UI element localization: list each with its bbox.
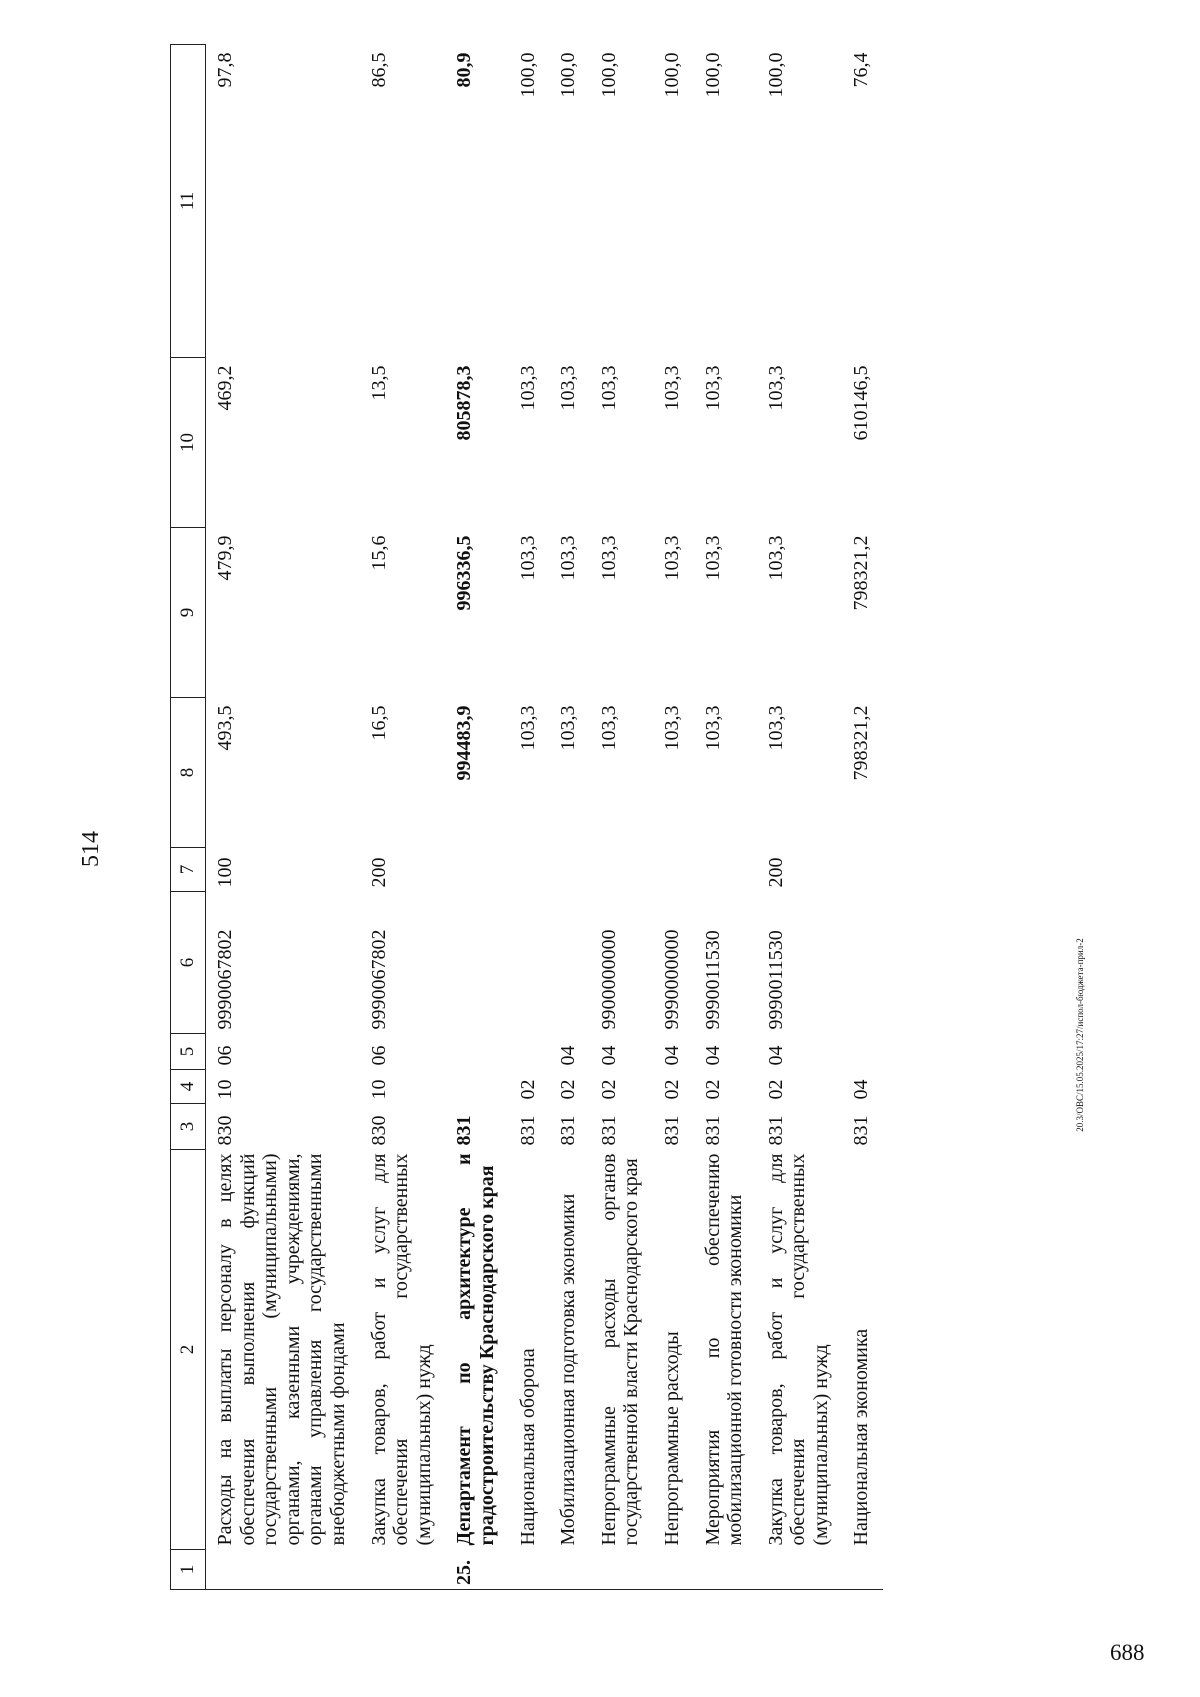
subsection-code bbox=[445, 1034, 508, 1070]
row-name: Департамент по архитектуре и градостроительству Краснодарского края bbox=[453, 1153, 498, 1546]
ministry-code: 831 bbox=[516, 1115, 539, 1146]
table-row bbox=[694, 45, 757, 1590]
row-number bbox=[757, 1550, 843, 1590]
execution-percent: 86,5 bbox=[367, 52, 390, 88]
target-item-code bbox=[842, 892, 883, 1034]
approved-amount: 103,3 bbox=[701, 705, 724, 751]
expense-type-code bbox=[509, 848, 550, 892]
footer-document-code: 20.3/ОВС/15.05.2025/17:27/испол-бюджета-прил-2 bbox=[1075, 938, 1085, 1132]
expense-type-code: 100 bbox=[214, 857, 236, 888]
execution-percent: 100,0 bbox=[660, 52, 683, 98]
target-item-code: 9990000000 bbox=[660, 929, 683, 1030]
refined-amount: 103,3 bbox=[660, 535, 683, 581]
section-code: 10 bbox=[214, 1079, 236, 1100]
expense-type-code bbox=[653, 848, 694, 892]
ministry-code: 831 bbox=[453, 1115, 476, 1146]
header-col-2: 2 bbox=[171, 1150, 206, 1550]
target-item-code: 9990011530 bbox=[701, 930, 724, 1030]
table-row bbox=[757, 45, 843, 1590]
target-item-code bbox=[445, 892, 508, 1034]
ministry-code: 831 bbox=[660, 1115, 683, 1146]
header-col-4: 4 bbox=[171, 1070, 206, 1104]
row-number bbox=[206, 1550, 360, 1590]
approved-amount: 103,3 bbox=[557, 705, 580, 751]
row-number bbox=[360, 1550, 446, 1590]
ministry-code: 830 bbox=[214, 1115, 236, 1146]
row-name: Непрограммные расходы bbox=[660, 1331, 683, 1546]
header-col-11: 11 bbox=[171, 45, 206, 358]
expense-type-code bbox=[445, 848, 508, 892]
refined-amount: 103,3 bbox=[701, 535, 724, 581]
table-row bbox=[360, 45, 446, 1590]
row-name: Мобилизационная подготовка экономики bbox=[557, 1193, 580, 1546]
refined-amount: 103,3 bbox=[557, 535, 580, 581]
table-row bbox=[206, 45, 360, 1590]
subsection-code bbox=[842, 1034, 883, 1070]
execution-percent: 100,0 bbox=[764, 52, 787, 98]
table-row bbox=[509, 45, 550, 1590]
page-number-top: 514 bbox=[77, 831, 104, 867]
ministry-code: 831 bbox=[557, 1115, 580, 1146]
subsection-code: 04 bbox=[701, 1045, 724, 1066]
section-code: 02 bbox=[557, 1079, 580, 1100]
subsection-code: 04 bbox=[660, 1045, 683, 1066]
table-row bbox=[653, 45, 694, 1590]
header-col-9: 9 bbox=[171, 528, 206, 698]
executed-amount: 103,3 bbox=[597, 365, 620, 411]
section-code: 10 bbox=[367, 1079, 390, 1100]
section-code: 02 bbox=[597, 1079, 620, 1100]
row-number bbox=[509, 1550, 550, 1590]
row-name: Национальная экономика bbox=[850, 1328, 873, 1546]
section-code: 02 bbox=[764, 1079, 787, 1100]
target-item-code bbox=[509, 892, 550, 1034]
section-code: 04 bbox=[850, 1079, 873, 1100]
header-col-6: 6 bbox=[171, 892, 206, 1034]
ministry-code: 831 bbox=[597, 1115, 620, 1146]
executed-amount: 469,2 bbox=[214, 365, 236, 411]
refined-amount: 479,9 bbox=[214, 535, 236, 581]
approved-amount: 994483,9 bbox=[453, 705, 476, 781]
budget-table bbox=[170, 44, 883, 1590]
target-item-code: 9990067802 bbox=[214, 929, 236, 1030]
executed-amount: 103,3 bbox=[557, 365, 580, 411]
row-number bbox=[549, 1550, 590, 1590]
subsection-code: 04 bbox=[597, 1045, 620, 1066]
expense-type-code bbox=[549, 848, 590, 892]
row-name: Расходы на выплаты персоналу в целях обеспечения выполнения функций государственными (муниципальными) органами, казенными учреждениями, органами управления государственными внебюджетными фондами bbox=[214, 1153, 349, 1546]
row-number bbox=[842, 1550, 883, 1590]
executed-amount: 103,3 bbox=[660, 365, 683, 411]
refined-amount: 103,3 bbox=[516, 535, 539, 581]
approved-amount: 16,5 bbox=[367, 705, 390, 741]
expense-type-code: 200 bbox=[367, 857, 390, 888]
executed-amount: 805878,3 bbox=[453, 365, 476, 441]
refined-amount: 103,3 bbox=[597, 535, 620, 581]
approved-amount: 493,5 bbox=[214, 705, 236, 751]
header-col-10: 10 bbox=[171, 358, 206, 528]
execution-percent: 80,9 bbox=[453, 52, 476, 88]
execution-percent: 76,4 bbox=[850, 52, 873, 88]
refined-amount: 798321,2 bbox=[850, 535, 873, 611]
executed-amount: 103,3 bbox=[516, 365, 539, 411]
execution-percent: 100,0 bbox=[597, 52, 620, 98]
page-number-bottom: 688 bbox=[1110, 1640, 1145, 1665]
ministry-code: 831 bbox=[850, 1115, 873, 1146]
row-name: Национальная оборона bbox=[516, 1348, 539, 1546]
subsection-code: 06 bbox=[367, 1045, 390, 1066]
row-number bbox=[590, 1550, 653, 1590]
header-row bbox=[171, 45, 206, 1590]
ministry-code: 831 bbox=[764, 1115, 787, 1146]
target-item-code: 9990011530 bbox=[764, 930, 787, 1030]
ministry-code: 831 bbox=[701, 1115, 724, 1146]
approved-amount: 103,3 bbox=[597, 705, 620, 751]
target-item-code bbox=[549, 892, 590, 1034]
execution-percent: 97,8 bbox=[214, 52, 236, 88]
budget-table-container bbox=[170, 45, 1130, 1590]
execution-percent: 100,0 bbox=[557, 52, 580, 98]
row-name: Закупка товаров, работ и услуг для обеспечения государственных (муниципальных) нужд bbox=[764, 1153, 832, 1546]
refined-amount: 15,6 bbox=[367, 535, 390, 571]
executed-amount: 13,5 bbox=[367, 365, 390, 401]
header-col-8: 8 bbox=[171, 698, 206, 848]
subsection-code: 04 bbox=[557, 1045, 580, 1066]
approved-amount: 103,3 bbox=[660, 705, 683, 751]
subsection-code bbox=[509, 1034, 550, 1070]
approved-amount: 103,3 bbox=[516, 705, 539, 751]
section-code: 02 bbox=[660, 1079, 683, 1100]
execution-percent: 100,0 bbox=[516, 52, 539, 98]
refined-amount: 103,3 bbox=[764, 535, 787, 581]
expense-type-code bbox=[694, 848, 757, 892]
header-col-3: 3 bbox=[171, 1104, 206, 1150]
expense-type-code: 200 bbox=[764, 857, 787, 888]
row-number: 25. bbox=[445, 1550, 508, 1590]
table-row bbox=[549, 45, 590, 1590]
table-row bbox=[590, 45, 653, 1590]
expense-type-code bbox=[590, 848, 653, 892]
section-code: 02 bbox=[701, 1079, 724, 1100]
executed-amount: 610146,5 bbox=[850, 365, 873, 441]
ministry-code: 830 bbox=[367, 1115, 390, 1146]
target-item-code: 9990067802 bbox=[367, 929, 390, 1030]
header-col-1: 1 bbox=[171, 1550, 206, 1590]
expense-type-code bbox=[842, 848, 883, 892]
refined-amount: 996336,5 bbox=[453, 535, 476, 611]
row-name: Закупка товаров, работ и услуг для обеспечения государственных (муниципальных) нужд bbox=[367, 1153, 435, 1546]
subsection-code: 06 bbox=[214, 1045, 236, 1066]
executed-amount: 103,3 bbox=[701, 365, 724, 411]
header-col-7: 7 bbox=[171, 848, 206, 892]
table-row bbox=[842, 45, 883, 1590]
approved-amount: 798321,2 bbox=[850, 705, 873, 781]
section-code bbox=[445, 1070, 508, 1104]
subsection-code: 04 bbox=[764, 1045, 787, 1066]
target-item-code: 9900000000 bbox=[597, 929, 620, 1030]
execution-percent: 100,0 bbox=[701, 52, 724, 98]
row-number bbox=[694, 1550, 757, 1590]
approved-amount: 103,3 bbox=[764, 705, 787, 751]
row-name: Мероприятия по обеспечению мобилизационной готовности экономики bbox=[701, 1153, 747, 1546]
table-row bbox=[445, 45, 508, 1590]
row-number bbox=[653, 1550, 694, 1590]
row-name: Непрограммные расходы органов государственной власти Краснодарского края bbox=[597, 1153, 643, 1546]
executed-amount: 103,3 bbox=[764, 365, 787, 411]
table-body bbox=[206, 45, 884, 1590]
section-code: 02 bbox=[516, 1079, 539, 1100]
header-col-5: 5 bbox=[171, 1034, 206, 1070]
